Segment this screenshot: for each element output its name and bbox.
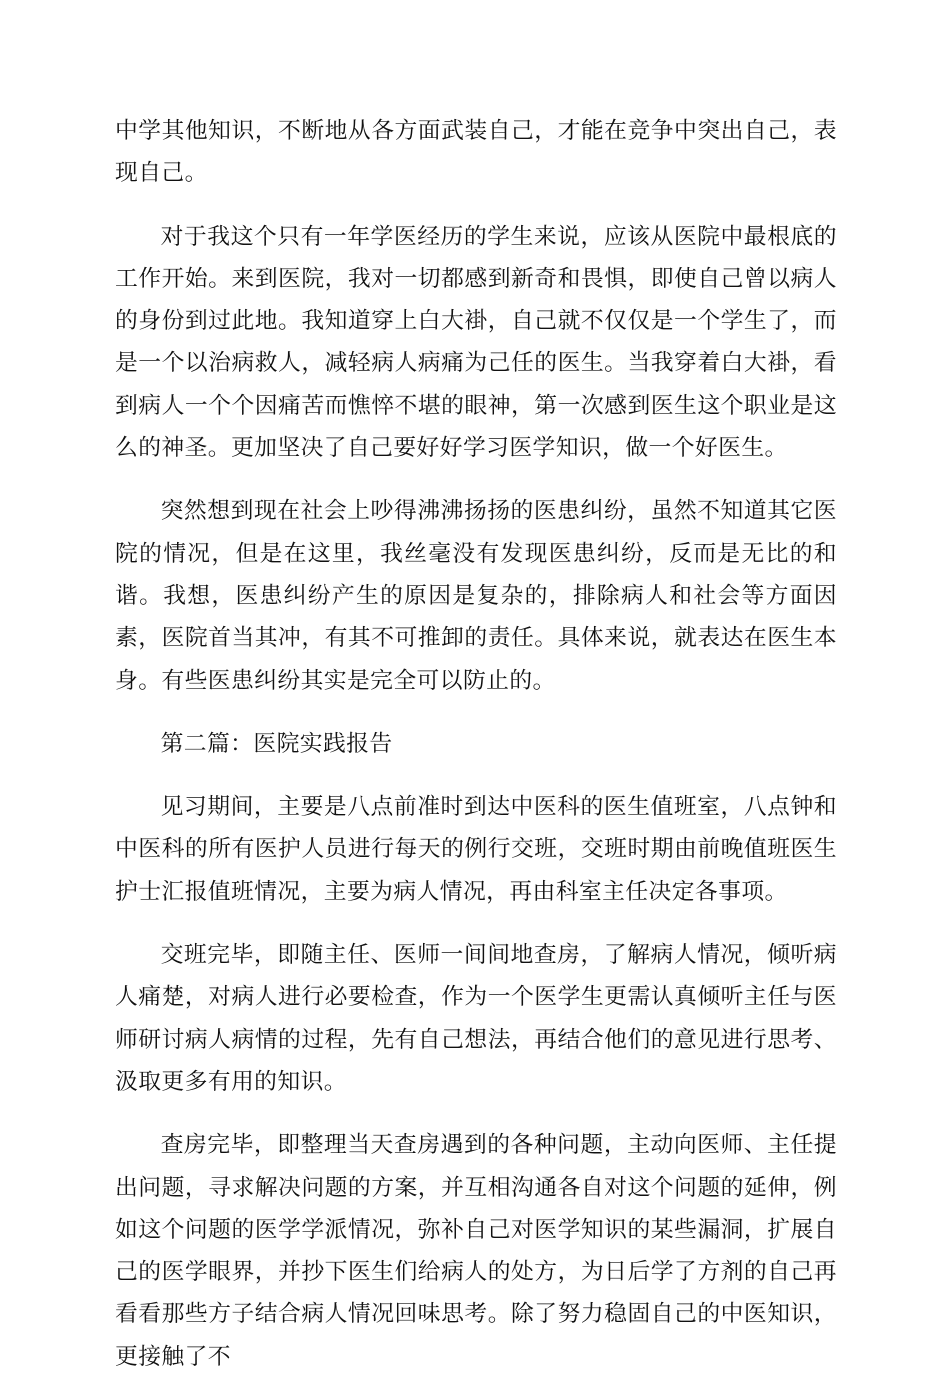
paragraph-daily-handover: 见习期间，主要是八点前准时到达中医科的医生值班室，八点钟和中医科的所有医护人员进行每天的例行交班，交班时期由前晚值班医生护士汇报值班情况，主要为病人情况，再由科室主任决定各事项。 — [115, 794, 837, 905]
paragraph-after-rounds: 查房完毕，即整理当天查房遇到的各种问题，主动向医师、主任提出问题，寻求解决问题的方案，并互相沟通各自对这个问题的延伸，例如这个问题的医学学派情况，弥补自己对医学知识的某些漏洞，扩展自己的医学眼界，并抄下医生们给病人的处方，为日后学了方剂的自己再看看那些方子结合病人情况回味思考。除了努力稳固自己的中医知识，更接触了不 — [115, 1132, 837, 1370]
paragraph-continuation: 中学其他知识，不断地从各方面武装自己，才能在竞争中突出自己，表现自己。 — [115, 118, 837, 187]
paragraph-ward-rounds: 交班完毕，即随主任、医师一间间地查房，了解病人情况，倾听病人痛楚，对病人进行必要检查，作为一个医学生更需认真倾听主任与医师研讨病人病情的过程，先有自己想法，再结合他们的意见进行思考、汲取更多有用的知识。 — [115, 942, 837, 1095]
section-heading: 第二篇：医院实践报告 — [160, 730, 393, 757]
paragraph-doctor-patient-disputes: 突然想到现在社会上吵得沸沸扬扬的医患纠纷，虽然不知道其它医院的情况，但是在这里，我丝毫没有发现医患纠纷，反而是无比的和谐。我想，医患纠纷产生的原因是复杂的，排除病人和社会等方面因素，医院首当其冲，有其不可推卸的责任。具体来说，就表达在医生本身。有些医患纠纷其实是完全可以防止的。 — [115, 498, 837, 694]
document-body — [115, 110, 837, 1399]
paragraph-first-experience: 对于我这个只有一年学医经历的学生来说，应该从医院中最根底的工作开始。来到医院，我对一切都感到新奇和畏惧，即使自己曾以病人的身份到过此地。我知道穿上白大褂，自己就不仅仅是一个学生了，而是一个以治病救人，减轻病人病痛为己任的医生。当我穿着白大褂，看到病人一个个因痛苦而憔悴不堪的眼神，第一次感到医生这个职业是这么的神圣。更加坚决了自己要好好学习医学知识，做一个好医生。 — [115, 223, 837, 462]
